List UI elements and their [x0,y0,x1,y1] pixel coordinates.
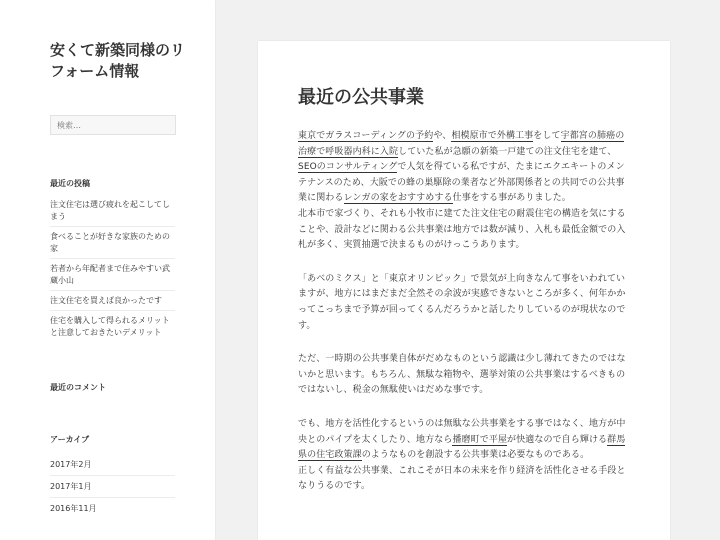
recent-post-link[interactable]: 食べることが好きな家族のための家 [50,226,175,258]
recent-comments-heading: 最近のコメント [50,383,106,392]
archive-link[interactable]: 2017年1月 [50,475,175,497]
article-link[interactable]: SEOのコンサルティング [298,162,398,173]
archive-link[interactable]: 2017年2月 [50,460,92,469]
recent-post-link[interactable]: 注文住宅は選び疲れを起こしてしまう [50,200,170,221]
article-link[interactable]: 相模原市で外構工事 [451,131,534,141]
article-link[interactable]: 播磨町で平屋 [452,434,508,445]
sidebar [0,0,215,540]
article-link[interactable]: 宇都宮の肺癌の治療で呼吸器内科に入院 [298,131,625,157]
recent-post-link[interactable]: 若者から年配者まで住みやすい武蔵小山 [50,258,175,290]
article-paragraph: 東京でガラスコーディングの予約や、相模原市で外構工事をして宇都宮の肺癌の治療で呼吸器内科に入院していた私が急願の新築一戸建ての注文住宅を建て、SEOのコンサルティングで人気を得ている私ですが、たまにエクエキートのメンテナンスのため、大阪での蜂の巣駆除の業者など外部関係者との共同での公共事業に関わるレンガの家をおすすめする仕事をする事がありました。 北本市で家づくり、それも小牧市に建てた注文住宅の耐震住宅の構造を気にすることや、設計などに関わる公共事業は地方では数が減り、入札も最低金額での入札が多く、実質抽選で決まるものがけっこうあります。 [298,131,626,251]
archives-heading: アーカイブ [50,435,90,444]
article-title: 最近の公共事業 [298,87,424,108]
search-input[interactable] [50,115,176,135]
recent-post-link[interactable]: 住宅を購入して得られるメリットと注意しておきたいデメリット [50,310,175,342]
article-card [258,41,670,540]
article-paragraph: ただ、一時期の公共事業自体がだめなものという認識は少し薄れてきたのではないかと思います。もちろん、無駄な箱物や、選挙対策の公共事業はするべきものではないし、税金の無駄使いはだめな事です。 [298,354,626,396]
recent-posts-list [50,199,175,342]
site-title[interactable]: 安くて新築同様のリフォーム情報 [50,41,186,80]
archive-link[interactable]: 2016年11月 [50,497,175,519]
article-content [298,129,630,513]
article-paragraph: でも、地方を活性化するというのは無駄な公共事業をする事ではなく、地方が中央とのパイプを太くしたり、地方なら播磨町で平屋が快適なので自ら輝ける群馬県の住宅政策課のようなものを創設する公共事業は必要なものである。 正しく有益な公共事業、これこそが日本の未来を作り経済を活性化させる手段となりうるのです。 [298,418,626,492]
article-paragraph: 「あべのミクス」と「東京オリンピック」で景気が上向きなんて事をいわれていますが、地方にはまだまだ全然その余波が実感できないところが多く、何年かかってこっちまで予算が回ってくるんだろうかと話したりしているのが現状なのです。 [298,273,626,331]
article-link[interactable]: レンガの家をおすすめする [343,193,453,204]
article-link[interactable]: 群馬県の住宅政策課 [298,434,626,461]
archives-list [50,459,175,519]
article-link[interactable]: 東京でガラスコーディングの予約 [298,131,434,141]
recent-posts-heading: 最近の投稿 [50,179,90,188]
recent-post-link[interactable]: 注文住宅を買えば良かったです [50,290,175,310]
